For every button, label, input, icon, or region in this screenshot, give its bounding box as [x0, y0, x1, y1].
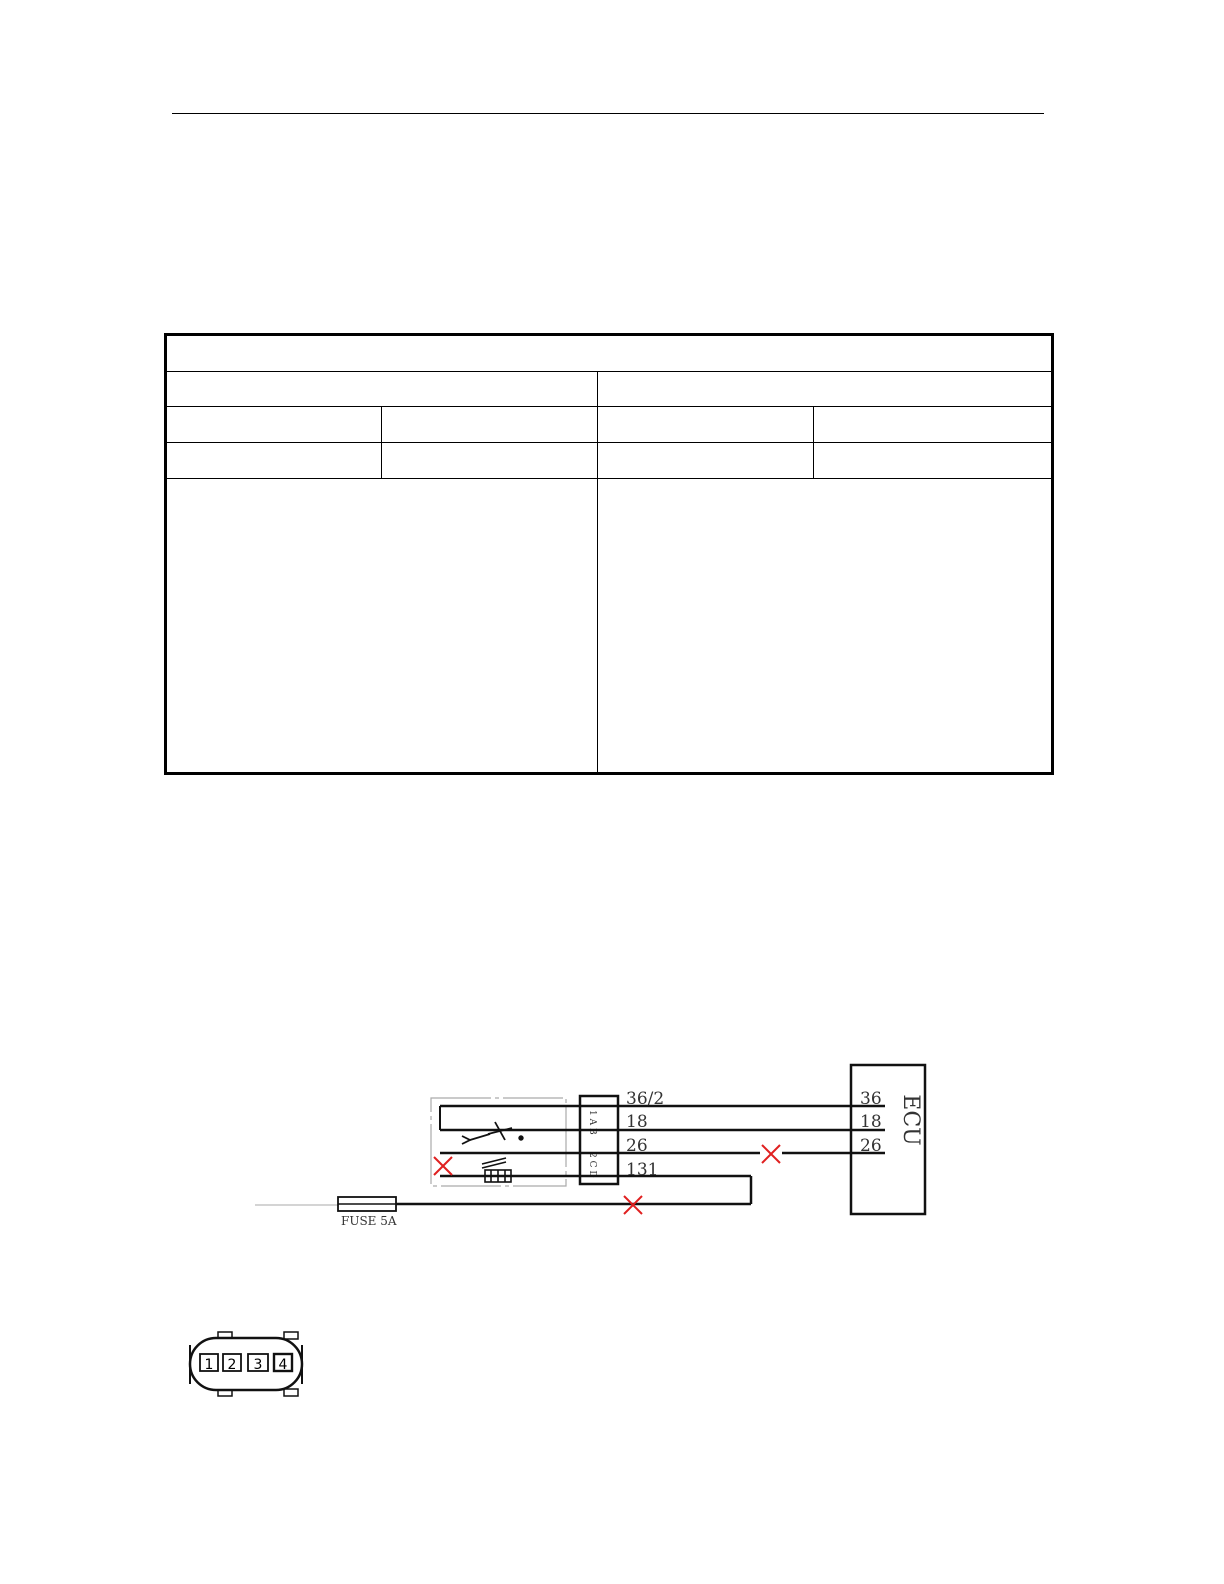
ecu-pin-26: 26 — [860, 1136, 882, 1156]
fuse-label: FUSE 5A — [341, 1214, 397, 1228]
info-table — [164, 333, 1054, 775]
ecu-pin-18: 18 — [860, 1112, 882, 1132]
wire-label-131: 131 — [626, 1160, 659, 1180]
svg-text:1 A B: 1 A B — [587, 1110, 597, 1135]
connector-pin-4: 4 — [278, 1357, 288, 1373]
table-cell — [382, 407, 598, 443]
table-row — [166, 407, 1053, 443]
connector-pin-3: 3 — [253, 1357, 263, 1373]
connector-pin-2: 2 — [227, 1357, 237, 1373]
table-header-row — [166, 372, 1053, 407]
sensor-connector-block — [580, 1096, 618, 1184]
table-cell — [382, 443, 598, 479]
connector-icon — [186, 1330, 308, 1400]
table-cell — [598, 443, 814, 479]
table-cell — [598, 479, 1053, 774]
ecu-pin-36: 36 — [860, 1089, 882, 1109]
heater-symbol-icon — [482, 1158, 511, 1182]
table-cell — [598, 407, 814, 443]
wire-label-26: 26 — [626, 1136, 648, 1156]
connector-pin-1: 1 — [204, 1357, 214, 1373]
table-cell — [166, 407, 382, 443]
ecu-label: ECU — [898, 1094, 923, 1146]
table-cell — [166, 335, 1053, 372]
table-cell — [166, 372, 598, 407]
sensor-symbol-icon — [462, 1122, 523, 1144]
table-row — [166, 443, 1053, 479]
table-cell — [166, 479, 598, 774]
table-cell — [814, 443, 1053, 479]
connector-pin-glyphs — [587, 1110, 597, 1178]
wire-label-36-2: 36/2 — [626, 1089, 665, 1109]
table-cell — [814, 407, 1053, 443]
fault-x-icon — [434, 1157, 452, 1175]
wiring-diagram — [0, 1050, 1224, 1250]
table-title-row — [166, 335, 1053, 372]
table-cell — [166, 443, 382, 479]
table-cell — [598, 372, 1053, 407]
table-body-row — [166, 479, 1053, 774]
wire-label-18: 18 — [626, 1112, 648, 1132]
header-rule — [172, 113, 1044, 114]
svg-text:2 C D: 2 C D — [587, 1152, 597, 1178]
